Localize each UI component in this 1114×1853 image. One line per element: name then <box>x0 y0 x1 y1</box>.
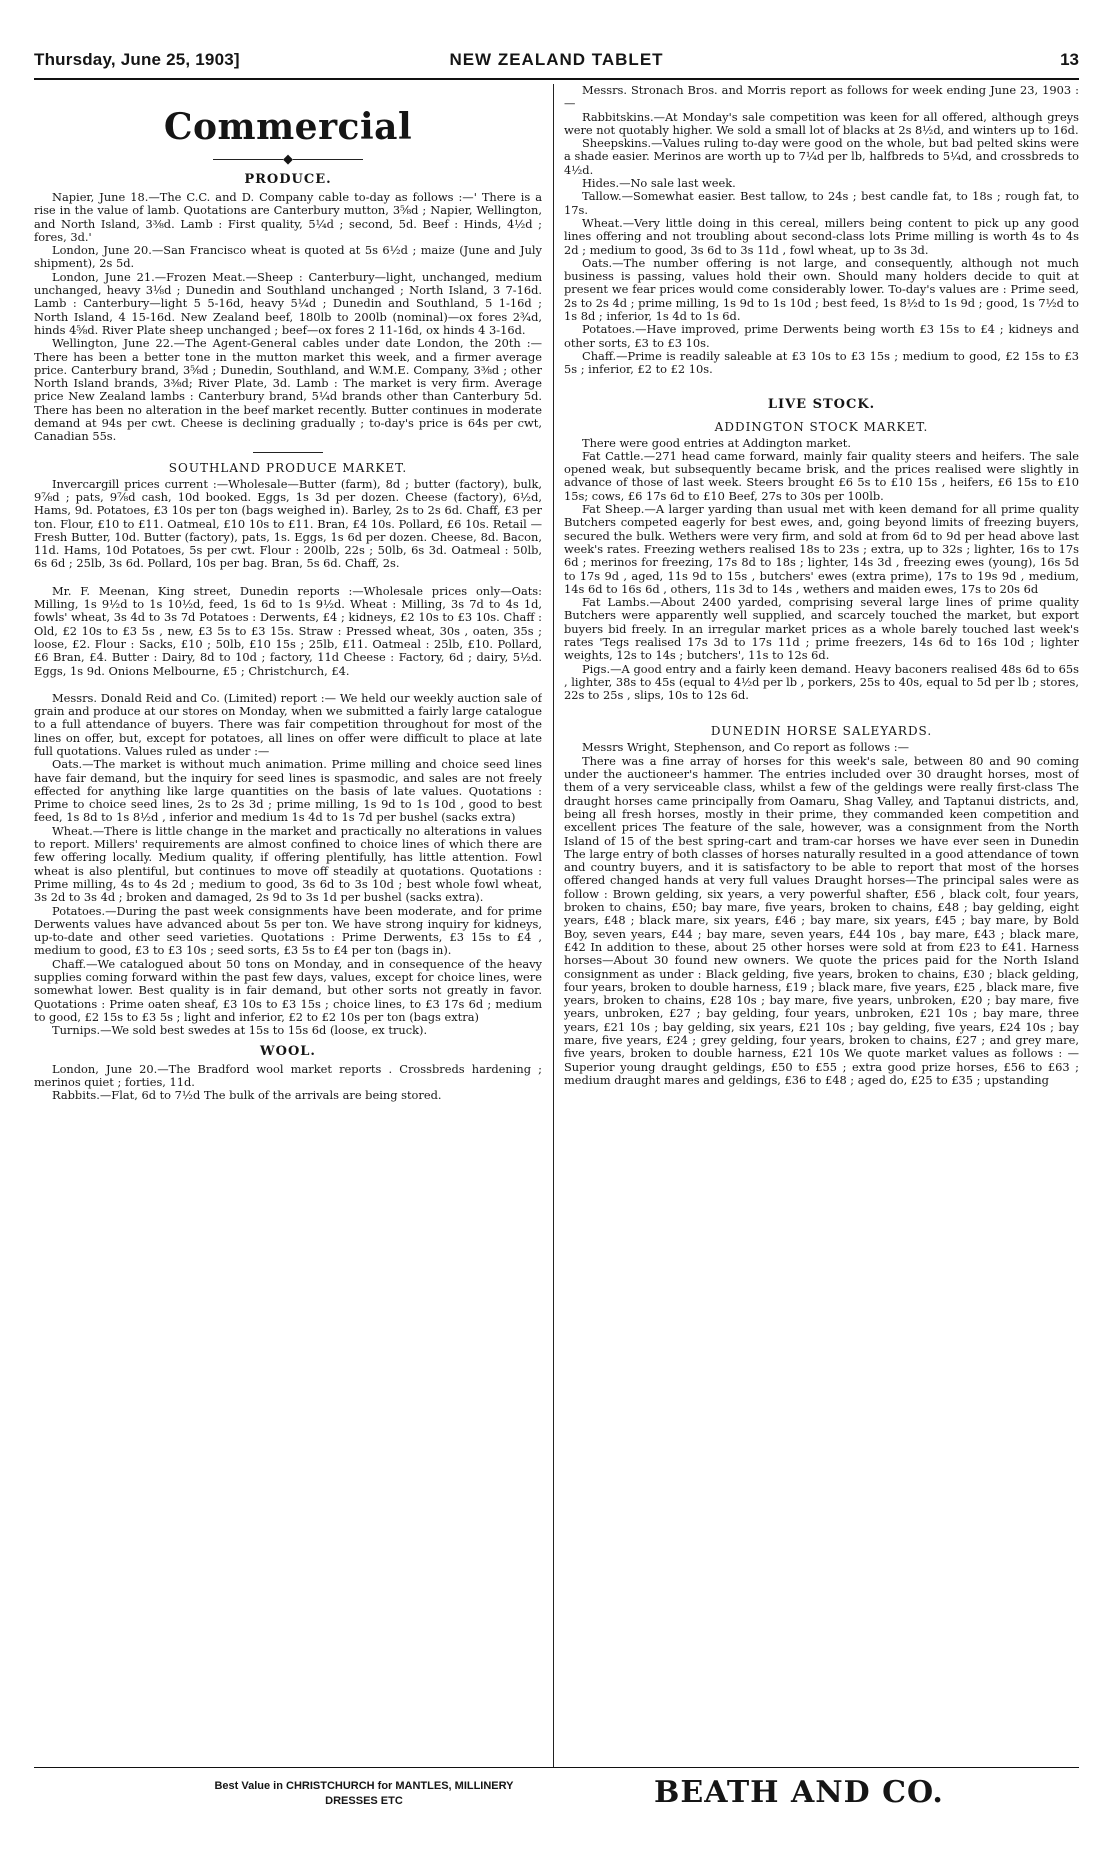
paragraph: Wellington, June 22.—The Agent-General cables under date London, the 20th :—There has been a better tone in the mutton market this week, and a firmer average price. Canterbury brand, 3⅝d ; Dunedin, Southland, and W.M.E. Company, 3⅜d ; other North Island brands, 3⅜d; River Plate, 3d. Lamb : The market is very firm. Average price New Zealand lambs : Canterbury brand, 5¼d brands other than Canterbury 5d. There has been no alteration in the beef market recently. Butter continues in moderate demand at 94s per cwt. Cheese is declining gradually ; to-day's price is 64s per cwt, Canadian 55s. <box>34 336 542 444</box>
section-title: Commercial <box>163 106 413 148</box>
paragraph: London, June 20.—San Francisco wheat is quoted at 5s 6½d ; maize (June and July shipment), 2s 5d. <box>34 243 542 271</box>
newspaper-title: NEW ZEALAND TABLET <box>449 50 664 69</box>
paragraph: Turnips.—We sold best swedes at 15s to 15s 6d (loose, ex truck). <box>52 1023 428 1038</box>
page-header <box>34 50 1079 80</box>
addington-heading: ADDINGTON STOCK MARKET. <box>714 419 929 434</box>
paragraph: Messrs. Stronach Bros. and Morris report as follows for week ending June 23, 1903 :— <box>564 84 1079 111</box>
right-column <box>564 84 1079 1764</box>
paragraph: There was a fine array of horses for this week's sale, between 80 and 90 coming under the auctioneer's hammer. The entries included over 30 draught horses, most of them of a very serviceable class, whilst a few of the geldings were really first-class The draught horses came principally from Oamaru, Shag Valley, and Taptanui districts, and, being all fresh horses, mostly in their prime, they commanded keen competition and excellent prices The feature of the sale, however, was a consignment from the North Island of 15 of the best spring-cart and tram-car horses we have ever seen in Dunedin The large entry of both classes of horses naturally resulted in a good attendance of town and country buyers, and it is satisfactory to be able to report that most of the horses offered changed hands at very full values Draught horses—The principal sales were as follow : Brown gelding, six years, a very powerful shafter, £56 , black colt, four years, broken to chains, £50; bay mare, five years, broken to chains, £48 ; bay gelding, eight years, £48 ; black mare, six years, £46 ; bay mare, six years, £45 ; bay mare, by Bold Boy, seven years, £44 ; bay mare, seven years, £44 10s , bay mare, £43 ; black mare, £42 In addition to these, about 25 other horses were sold at from £23 to £41. Harness horses—About 30 found new owners. We quote the prices paid for the North Island consignment as under : Black gelding, five years, broken to chains, £30 ; black gelding, four years, broken to double harness, £19 ; black mare, five years, £25 , black mare, five years, broken to chains, £28 10s ; bay mare, five years, unbroken, £20 ; bay mare, five years, unbroken, £27 ; bay gelding, four years, unbroken, £21 10s ; bay mare, three years, £21 10s ; bay gelding, six years, £21 10s ; bay gelding, five years, £24 10s ; bay mare, five years, £24 ; grey gelding, four years, broken to chains, £27 ; and grey mare, five years, broken to double harness, £21 10s We quote market values as follows : —Superior young draught geldings, £50 to £55 ; extra good prize horses, £56 to £63 ; medium draught mares and geldings, £36 to £48 ; aged do, £25 to £35 ; upstanding <box>564 753 1079 1087</box>
paragraph: Tallow.—Somewhat easier. Best tallow, to 24s ; best candle fat, to 18s ; rough fat, to 17s. <box>564 189 1079 217</box>
footer-ad-line2: DRESSES ETC <box>325 1795 403 1807</box>
paragraph: Oats.—The market is without much animation. Prime milling and choice seed lines have fair demand, but the inquiry for seed lines is spasmodic, and sales are not freely effected for anything like large quantities on the basis of late values. Quotations : Prime to choice seed lines, 2s to 2s 3d ; prime milling, 1s 9d to 1s 10d , good to best feed, 1s 8d to 1s 8½d , inferior and medium 1s 4d to 1s 7d per bushel (sacks extra) <box>34 757 542 825</box>
column-divider <box>553 84 554 1767</box>
paragraph: London, June 20.—The Bradford wool market reports . Crossbreds hardening ; merinos quiet ; forties, 11d. <box>34 1061 542 1089</box>
paragraph: Mr. F. Meenan, King street, Dunedin reports :—Wholesale prices only—Oats: Milling, 1s 9½d to 1s 10½d, feed, 1s 6d to 1s 9½d. Wheat : Milling, 3s 7d to 4s 1d, fowls' wheat, 3s 4d to 3s 7d Potatoes : Derwents, £4 ; kidneys, £2 10s to £3 10s. Chaff : Old, £2 10s to £3 5s , new, £3 5s to £3 15s. Straw : Pressed wheat, 30s , oaten, 35s ; loose, £2. Flour : Sacks, £10 ; 50lb, £10 15s ; 25lb, £11. Oatmeal : 25lb, £10. Pollard, £6 Bran, £4. Butter : Dairy, 8d to 10d ; factory, 11d Cheese : Factory, 6d ; dairy, 5½d. Eggs, 1s 9d. Onions Melbourne, £5 ; Christchurch, £4. <box>34 583 542 678</box>
livestock-heading: LIVE STOCK. <box>767 396 876 412</box>
paragraph: Hides.—No sale last week. <box>582 176 736 191</box>
paragraph: Wheat.—There is little change in the market and practically no alterations in values to report. Millers' requirements are almost confined to choice lines of which there are few offering locally. Medium quality, if offering plentifully, has little attention. Fowl wheat is also plentiful, but continues to move off steadily at quotations. Quotations : Prime milling, 4s to 4s 2d ; medium to good, 3s 6d to 3s 10d ; best whole fowl wheat, 3s 2d to 3s 4d ; broken and damaged, 2s 9d to 3s 1d per bushel (sacks extra). <box>34 823 542 905</box>
paragraph: Napier, June 18.—The C.C. and D. Company cable to-day as follows :—' There is a rise in the value of lamb. Quotations are Canterbury mutton, 3⅝d ; Napier, Wellington, and North Island, 3⅜d. Lamb : First quality, 5¼d ; second, 5d. Beef : Hinds, 4½d ; fores, 3d.' <box>34 190 542 244</box>
paragraph: Sheepskins.—Values ruling to-day were good on the whole, but bad pelted skins were a shade easier. Merinos are worth up to 7¼d per lb, halfbreds to 5¼d, and crossbreds to 4½d. <box>564 136 1079 177</box>
footer-rule <box>34 1767 1079 1768</box>
paragraph: Oats.—The number offering is not large, and consequently, although not much business is passing, values hold their own. Should many holders decide to quit at present we fear prices would come considerably lower. To-day's values are : Prime seed, 2s to 2s 4d ; prime milling, 1s 9d to 1s 10d ; best feed, 1s 8½d to 1s 9d ; good, 1s 7½d to 1s 8d ; inferior, 1s 4d to 1s 6d. <box>564 255 1079 324</box>
paragraph: Rabbitskins.—At Monday's sale competition was keen for all offered, although greys were not quotably higher. We sold a small lot of blacks at 2s 8½d, and winters up to 16d. <box>564 109 1079 137</box>
header-rule <box>34 78 1079 80</box>
paragraph: Pigs.—A good entry and a fairly keen demand. Heavy baconers realised 48s 6d to 65s , lighter, 38s to 45s (equal to 4½d per lb , porkers, 25s to 40s, equal to 5d per lb ; stores, 22s to 25s , slips, 10s to 12s 6d. <box>564 661 1079 703</box>
paragraph: Fat Lambs.—About 2400 yarded, comprising several large lines of prime quality Butchers were apparently well supplied, and scarcely touched the market, but export buyers bid freely. In an irregular market prices as a whole barely touched last week's rates 'Tegs realised 17s 3d to 17s 11d ; prime freezers, 14s 6d to 16s 10d ; lighter weights, 12s to 14s ; butchers', 11s to 12s 6d. <box>564 595 1079 663</box>
paragraph: Invercargill prices current :—Wholesale—Butter (farm), 8d ; butter (factory), bulk, 9⅞d ; pats, 9⅞d cash, 10d booked. Eggs, 1s 3d per dozen. Cheese (factory), 6½d, Hams, 9d. Potatoes, £3 10s per ton (bags weighed in). Barley, 2s to 2s 6d. Chaff, £3 per ton. Flour, £10 to £11. Oatmeal, £10 10s to £11. Bran, £4 10s. Pollard, £6 10s. Retail — Fresh Butter, 10d. Butter (factory), pats, 1s. Eggs, 1s 6d per dozen. Cheese, 8d. Bacon, 11d. Hams, 10d Potatoes, 5s per cwt. Flour : 200lb, 22s ; 50lb, 6s 3d. Oatmeal : 50lb, 6s 6d ; 25lb, 3s 6d. Pollard, 10s per bag. Bran, 5s 6d. Chaff, 2s. <box>34 476 542 571</box>
paragraph: Messrs. Donald Reid and Co. (Limited) report :— We held our weekly auction sale of grain and produce at our stores on Monday, when we submitted a fairly large catalogue to a full attendance of buyers. There was fair competition throughout for most of the lines on offer, but, except for potatoes, all lines on offer were difficult to place at late full quotations. Values ruled as under :— <box>34 690 542 758</box>
paragraph: There were good entries at Addington market. <box>582 435 851 450</box>
produce-heading: PRODUCE. <box>244 172 332 187</box>
paragraph: Wheat.—Very little doing in this cereal, millers being content to pick up any good lines offering and not troubling about second-class lots Prime milling is worth 4s to 4s 2d ; medium to good, 3s 6d to 3s 11d , fowl wheat, up to 3s 3d. <box>564 215 1079 257</box>
paragraph: Potatoes.—Have improved, prime Derwents being worth £3 15s to £4 ; kidneys and other sorts, £3 to £3 10s. <box>564 322 1079 350</box>
left-column <box>34 84 542 1764</box>
southland-heading: SOUTHLAND PRODUCE MARKET. <box>168 460 408 475</box>
page-footer <box>34 1771 1079 1821</box>
page-number: 13 <box>1060 50 1079 69</box>
title-ornament: ◆ <box>34 154 542 166</box>
issue-date: Thursday, June 25, 1903] <box>34 50 240 69</box>
footer-ad-line1: Best Value in CHRISTCHURCH for MANTLES, MILLINERY <box>214 1780 514 1792</box>
paragraph: Rabbits.—Flat, 6d to 7½d The bulk of the arrivals are being stored. <box>52 1088 442 1103</box>
dunedin-heading: DUNEDIN HORSE SALEYARDS. <box>710 724 933 739</box>
paragraph: Fat Sheep.—A larger yarding than usual met with keen demand for all prime quality Butchers competed eagerly for best ewes, and, going beyond limits of freezing buyers, secured the bulk. Wethers were very firm, and sold at from 6d to 9d per head above last week's rates. Freezing wethers realised 18s to 23s ; extra, up to 32s ; lighter, 16s to 17s 6d ; merinos for freezing, 17s 8d to 18s ; lighter, 14s 3d , freezing ewes (young), 16s 5d to 17s 9d , aged, 11s 9d to 15s , butchers' ewes (extra prime), 17s to 19s 9d , medium, 14s 6d to 16s 6d , others, 11s 3d to 14s , wethers and maiden ewes, 17s to 20s 6d <box>564 502 1079 596</box>
paragraph: London, June 21.—Frozen Meat.—Sheep : Canterbury—light, unchanged, medium unchanged, heavy 3⅛d ; Dunedin and Southland unchanged ; North Island, 3 7-16d. Lamb : Canterbury—light 5 5-16d, heavy 5¼d ; Dunedin and Southland, 5 1-16d ; North Island, 4 15-16d. New Zealand beef, 180lb to 200lb (nominal)—ox fores 2¾d, hinds 4⅝d. River Plate sheep unchanged ; beef—ox fores 2 11-16d, ox hinds 4 3-16d. <box>34 269 542 337</box>
paragraph: Messrs Wright, Stephenson, and Co report as follows :— <box>582 740 909 755</box>
paragraph: Fat Cattle.—271 head came forward, mainly fair quality steers and heifers. The sale opened weak, but subsequently became brisk, and the prices realised were slightly in advance of those of last week. Steers brought £6 5s to £10 15s , heifers, £6 15s to £10 15s; cows, £6 17s 6d to £10 Beef, 27s to 30s per 100lb. <box>564 448 1079 503</box>
paragraph: Potatoes.—During the past week consignments have been moderate, and for prime Derwents values have advanced about 5s per ton. We have strong inquiry for kidneys, up-to-date and other seed varieties. Quotations : Prime Derwents, £3 15s to £4 , medium to good, £3 to £3 10s ; seed sorts, £3 5s to £4 per ton (bags in). <box>34 903 542 958</box>
footer-brand: BEATH AND CO. <box>654 1775 944 1810</box>
wool-heading: WOOL. <box>260 1043 316 1059</box>
separator-rule <box>253 452 323 453</box>
paragraph: Chaff.—Prime is readily saleable at £3 10s to £3 15s ; medium to good, £2 15s to £3 5s ; inferior, £2 to £2 10s. <box>564 348 1079 377</box>
paragraph: Chaff.—We catalogued about 50 tons on Monday, and in consequence of the heavy supplies coming forward within the past few days, values, except for choice lines, were somewhat lower. Best quality is in fair demand, but other sorts not greatly in favor. Quotations : Prime oaten sheaf, £3 10s to £3 15s ; choice lines, to £3 17s 6d ; medium to good, £2 15s to £3 5s ; light and inferior, £2 to £2 10s per ton (bags extra) <box>34 956 542 1024</box>
footer-ad-text <box>144 1779 584 1809</box>
